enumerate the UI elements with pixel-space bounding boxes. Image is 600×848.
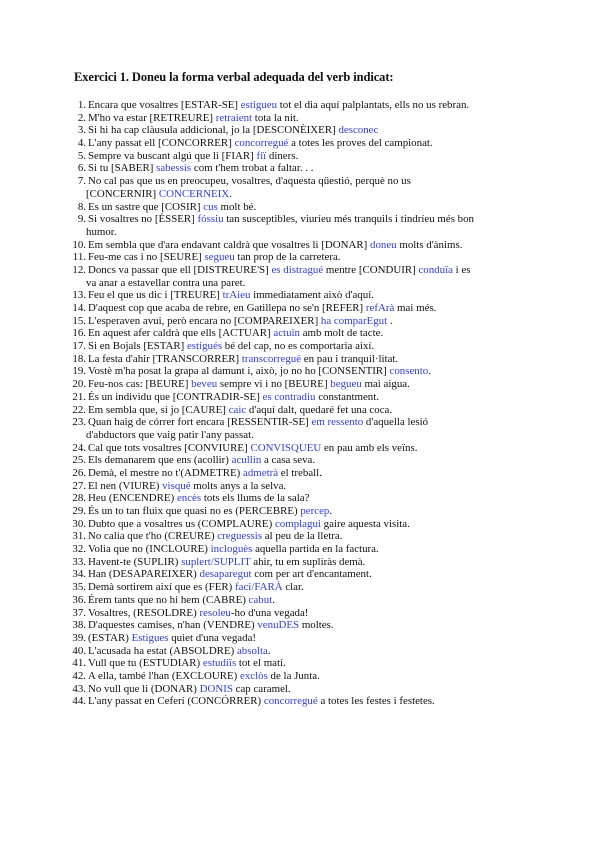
exercise-text: No vull que li (DONAR) [88,682,200,695]
exercise-number: 7. [77,175,86,188]
exercise-number: 18. [72,352,86,365]
exercise-text: de la Junta. [267,669,320,682]
exercise-sentence [88,467,322,479]
exercise-sentence [88,201,256,213]
exercise-text: Vosaltres, (RESOLDRE) [88,606,200,619]
exercise-item [0,315,600,328]
exercise-number: 11. [72,251,86,264]
exercise-text: Sempre va buscant algú que li [FIAR] [88,149,257,162]
answer-text: visqué [162,479,191,492]
exercise-text: Feu-nos cas: [BEURE] [88,378,192,391]
exercise-number: 35. [72,581,86,594]
exercise-sentence [88,365,431,377]
exercise-text: És un to tan fluix que quasi no es (PERCEBRE) [88,505,301,517]
exercise-item [0,99,600,112]
exercise-sentence [88,289,374,301]
exercise-sentence [88,251,341,263]
exercise-text: L'any passat en Ceferí (CONCÓRRER) [88,695,264,708]
exercise-sentence [88,670,320,682]
exercise-sentence [88,594,275,606]
answer-text: concorregué [263,695,318,708]
answer-text: faci/FARÀ [235,581,283,594]
exercise-item [0,239,600,252]
exercise-sentence [88,353,398,365]
exercise-text: Feu-me cas i no [SEURE] [88,251,205,264]
exercise-sentence [88,454,315,466]
answer-text: DONIS [199,682,233,695]
exercise-text: tot el matí. [236,657,286,670]
exercise-number: 23. [72,416,86,429]
exercise-number: 32. [72,543,86,556]
exercise-item [0,645,600,658]
exercise-sentence [88,657,286,669]
exercise-item [0,581,600,594]
exercise-number: 37. [72,606,86,619]
exercise-text: D'aquestes camises, n'han (VENDRE) [88,619,258,632]
answer-text: resoleu [199,606,231,619]
answer-text: conduïa [418,263,453,276]
exercise-number: 6. [77,162,86,175]
answer-text: cus [203,200,218,213]
exercise-text: molt bé. [217,200,257,213]
exercise-text: És un individu que [CONTRADIR-SE] [88,390,263,403]
exercise-number: 19. [72,365,86,378]
exercise-number: 31. [72,530,86,543]
exercise-number: 20. [72,378,86,391]
exercise-list [0,99,600,708]
exercise-sentence [88,404,392,416]
exercise-sentence [88,416,428,428]
exercise-text: Cal que tots vosaltres [CONVIURE] [88,441,251,454]
exercise-text: M'ho va estar [RETREURE] [88,111,216,124]
answer-text: admetrà [243,466,279,479]
exercise-text: ahir, tu em supliràs demà. [250,555,366,568]
exercise-sentence [88,518,410,530]
exercise-number: 34. [72,568,86,581]
exercise-number: 38. [72,619,86,632]
exercise-number: 4. [77,137,86,150]
exercise-item [0,543,600,556]
exercise-item [0,124,600,137]
exercise-sentence [88,391,379,403]
exercise-text: tota la nit. [252,111,299,124]
exercise-text: d'abductors que vaig patir l'any passat. [86,428,254,441]
exercise-text: moltes. [299,619,334,632]
exercise-sentence-continuation [86,188,540,201]
exercise-text: Encara que vosaltres [ESTAR-SE] [88,99,241,111]
exercise-text: Si hi ha cap clàusula addicional, jo la [DESCONÈIXER] [88,124,339,137]
exercise-sentence [88,112,299,124]
exercise-sentence [88,162,314,174]
exercise-item [0,670,600,683]
answer-text: creguessis [217,530,263,543]
exercise-text: Érem tants que no hi hem (CABRE) [88,593,249,606]
exercise-text: Demà sortirem així que es (FER) [88,581,235,594]
exercise-text: tots els llums de la sala? [201,492,310,505]
exercise-item [0,480,600,493]
exercise-text: i es [452,263,471,276]
exercise-sentence [88,530,343,542]
exercise-number: 36. [72,593,86,606]
exercise-item [0,454,600,467]
exercise-number: 25. [72,454,86,467]
exercise-number: 5. [77,149,86,162]
exercise-sentence-continuation [86,226,540,239]
exercise-item [0,467,600,480]
exercise-text: Feu el que us dic i [TREURE] [88,289,223,302]
answer-text: fóssiu [197,213,224,226]
exercise-text: tan prop de la carretera. [234,251,341,264]
answer-text: refArà [365,302,395,314]
exercise-item [0,607,600,620]
exercise-item [0,404,600,417]
exercise-sentence [88,581,304,593]
exercise-number: 42. [72,669,86,682]
exercise-text: . [229,187,232,200]
answer-text: CONVISQUEU [250,441,322,454]
exercise-text: en pau i tranquil·litat. [301,352,399,365]
answer-text: segueu [204,251,235,264]
exercise-number: 3. [77,124,86,137]
exercise-number: 13. [72,289,86,302]
answer-text: encès [176,492,202,505]
answer-text: caic [228,403,247,416]
answer-text: exclòs [239,669,268,682]
exercise-text: Vull que tu (ESTUDIAR) [88,657,203,670]
exercise-sentence [88,213,474,225]
exercise-sentence [88,632,256,644]
answer-text: Estigues [131,631,169,644]
exercise-text: Heu (ENCENDRE) [88,492,177,505]
exercise-text: a totes les festes i festetes. [317,695,435,708]
answer-text: transcorregué [241,352,302,365]
exercise-sentence [88,683,291,695]
exercise-text: el treball. [278,466,322,479]
exercise-sentence-continuation [86,277,540,290]
exercise-item [0,442,600,455]
answer-text: concorregué [234,137,289,150]
exercise-text: Dubto que a vosaltres us (COMPLAURE) [88,517,275,530]
exercise-item [0,530,600,543]
exercise-sentence [88,327,383,339]
exercise-item [0,518,600,531]
exercise-sentence [88,492,309,504]
exercise-text: com t'hem trobat a faltar. . . [191,162,314,175]
exercise-text: Si tu [SABER] [88,162,157,175]
exercise-item [0,289,600,302]
exercise-item [0,492,600,505]
exercise-sentence [88,264,470,276]
exercise-sentence-continuation [86,429,540,442]
exercise-text: No cal pas que us en preocupeu, vosaltres, d'aquesta qüestió, perquè no us [88,175,411,188]
exercise-item [0,365,600,378]
answer-text: actuïn [273,327,300,340]
exercise-item [0,175,600,200]
exercise-text: Es un sastre que [COSIR] [88,200,204,213]
exercise-text: Si en Bojals [ESTAR] [88,340,187,353]
exercise-text: . [267,644,271,657]
exercise-number: 33. [72,555,86,568]
exercise-sentence [88,239,462,251]
exercise-item [0,213,600,238]
exercise-text: quiet d'una vegada! [168,631,257,644]
exercise-text: . [329,505,333,517]
exercise-text: com per art d'encantament. [251,568,372,581]
exercise-number: 30. [72,517,86,530]
exercise-text: Vostè m'ha posat la grapa al damunt i, això, jo no ho [CONSENTIR] [88,365,390,378]
exercise-text: molts d'ànims. [396,238,463,251]
exercise-text: . [272,593,275,606]
exercise-number: 8. [77,200,86,213]
answer-text: em ressento [311,416,364,429]
exercise-number: 12. [72,263,86,276]
answer-text: es contradiu [262,390,316,403]
exercise-text: L'esperaven avui, però encara no [COMPAREIXER] [88,314,321,327]
exercise-sentence [88,619,334,631]
exercise-text: sempre vi i no [BEURE] [217,378,331,391]
exercise-text: constantment. [315,390,379,403]
exercise-text: cap caramel. [232,682,291,695]
answer-text: estudiïs [202,657,237,670]
answer-text: retraient [215,111,253,124]
exercise-text: -ho d'una vegada! [230,606,309,619]
exercise-item [0,632,600,645]
exercise-sentence [88,607,308,619]
exercise-text: Si vosaltres no [ÉSSER] [88,213,198,226]
exercise-number: 29. [72,505,86,517]
answer-text: cabut [248,593,273,606]
exercise-text: tan susceptibles, viuríeu més tranquils i tindríeu més bon [223,213,474,226]
exercise-text: Volia que no (INCLOURE) [88,543,211,556]
exercise-text: immediatament això d'aquí. [250,289,374,302]
answer-text: fiï [256,149,267,162]
exercise-text: molts anys a la selva. [190,479,287,492]
exercise-text: En aquest afer caldrà que ells [ACTUAR] [88,327,274,340]
exercise-text: Han (DESAPAREIXER) [88,568,200,581]
exercise-item [0,391,600,404]
exercise-number: 15. [72,314,86,327]
exercise-number: 44. [72,695,86,708]
exercise-sentence [88,568,372,580]
exercise-item [0,251,600,264]
exercise-text: Els demanarem que ens (acollir) [88,454,232,467]
exercise-item [0,568,600,581]
exercise-sentence [88,505,332,517]
answer-text: desaparegut [199,568,252,581]
exercise-item [0,683,600,696]
exercise-text: mentre [CONDUIR] [323,263,419,276]
answer-text: venuDES [257,619,300,632]
exercise-number: 27. [72,479,86,492]
exercise-text: gaire aquesta visita. [320,517,410,530]
exercise-sentence [88,645,271,657]
exercise-item [0,619,600,632]
exercise-text: va anar a estavellar contra una paret. [86,276,246,289]
answer-text: complagui [274,517,321,530]
exercise-text: No calia que t'ho (CREURE) [88,530,218,543]
exercise-number: 28. [72,492,86,505]
exercise-text: Em sembla que d'ara endavant caldrà que vosaltres li [DONAR] [88,238,370,251]
exercise-number: 1. [77,99,86,111]
exercise-item [0,112,600,125]
answer-text: ha comparEgut [320,314,388,327]
exercise-text: L'any passat ell [CONCORRER] [88,137,235,150]
exercise-text: D'aquest cop que acaba de rebre, en Gatillepa no se'n [REFER] [88,302,366,314]
exercise-text: La festa d'ahir [TRANSCORRER] [88,352,242,365]
exercise-sentence [88,378,410,390]
exercise-text: a totes les proves del campionat. [288,137,433,150]
exercise-number: 17. [72,340,86,353]
answer-text: absolta [236,644,268,657]
answer-text: beveu [191,378,218,391]
exercise-text: (ESTAR) [88,631,132,644]
exercise-text: A ella, també l'han (EXCLOURE) [88,669,240,682]
exercise-sentence [88,543,379,555]
exercise-text: . [387,314,393,327]
exercise-item [0,695,600,708]
answer-text: es distragué [271,263,324,276]
exercise-text: bé del cap, no es comportaria així. [222,340,375,353]
exercise-item [0,416,600,441]
exercise-text: [CONCERNIR] [86,187,159,200]
exercise-text: Em sembla que, si jo [CAURE] [88,403,229,416]
answer-text: estigueu [240,99,278,111]
exercise-sentence [88,302,436,314]
exercise-number: 16. [72,327,86,340]
exercise-item [0,556,600,569]
exercise-text: d'aquí dalt, quedaré fet una coca. [246,403,393,416]
exercise-item [0,594,600,607]
answer-text: desconec [338,124,379,137]
exercise-number: 39. [72,631,86,644]
exercise-sentence [88,137,433,149]
exercise-item [0,302,600,315]
exercise-sentence [88,695,435,707]
exercise-number: 14. [72,302,86,314]
exercise-number: 43. [72,682,86,695]
exercise-sentence [88,442,417,454]
exercise-text: tot el dia aquí palplantats, ells no us rebran. [277,99,470,111]
exercise-item [0,162,600,175]
exercise-item [0,657,600,670]
exercise-text: clar. [282,581,304,594]
answer-text: begueu [330,378,362,391]
exercise-text: al peu de la lletra. [262,530,343,543]
answer-text: doneu [370,238,397,251]
exercise-item [0,327,600,340]
answer-text: incloguès [210,543,253,556]
exercise-number: 21. [72,390,86,403]
exercise-text: a casa seva. [261,454,316,467]
exercise-number: 24. [72,441,86,454]
answer-text: CONCERNEIX [158,187,230,200]
exercise-number: 26. [72,466,86,479]
exercise-number: 22. [72,403,86,416]
exercise-item [0,505,600,518]
exercise-title: Exercici 1. Doneu la forma verbal adequada del verb indicat: [74,70,394,84]
exercise-text: mai més. [394,302,437,314]
exercise-number: 2. [77,111,86,124]
exercise-text: Demà, el mestre no t'(ADMETRE) [88,466,243,479]
exercise-item [0,378,600,391]
exercise-text: Quan haig de córrer fort encara [RESSENTIR-SE] [88,416,312,429]
exercise-text: amb molt de tacte. [300,327,384,340]
answer-text: trAieu [222,289,251,302]
exercise-text: humor. [86,225,117,238]
exercise-number: 40. [72,644,86,657]
exercise-item [0,137,600,150]
exercise-sentence [88,124,378,136]
exercise-text: L'acusada ha estat (ABSOLDRE) [88,644,237,657]
exercise-sentence [88,556,365,568]
answer-text: sabessis [156,162,192,175]
exercise-item [0,201,600,214]
exercise-text: diners. [266,149,299,162]
exercise-item [0,150,600,163]
exercise-sentence [88,99,469,111]
exercise-sentence [88,315,393,327]
exercise-number: 10. [72,238,86,251]
exercise-text: El nen (VIURE) [88,479,163,492]
exercise-text: en pau amb els veïns. [321,441,418,454]
exercise-sentence [88,175,411,187]
exercise-sentence [88,340,374,352]
answer-text: estigués [186,340,223,353]
exercise-text: aquella partida en la factura. [252,543,379,556]
exercise-text: d'aquella lesió [363,416,429,429]
answer-text: acullin [231,454,262,467]
answer-text: consento [389,365,429,378]
exercise-text: . [428,365,431,378]
exercise-number: 41. [72,657,86,670]
exercise-text: mai aigua. [361,378,410,391]
exercise-sentence [88,150,298,162]
exercise-item [0,264,600,289]
answer-text: suplert/SUPLIT [181,555,251,568]
exercise-sentence [88,480,286,492]
answer-text: percep [300,505,330,517]
exercise-number: 9. [77,213,86,226]
exercise-text: Doncs va passar que ell [DISTREURE'S] [88,263,272,276]
exercise-item [0,340,600,353]
exercise-item [0,353,600,366]
exercise-text: Havent-te (SUPLIR) [88,555,182,568]
